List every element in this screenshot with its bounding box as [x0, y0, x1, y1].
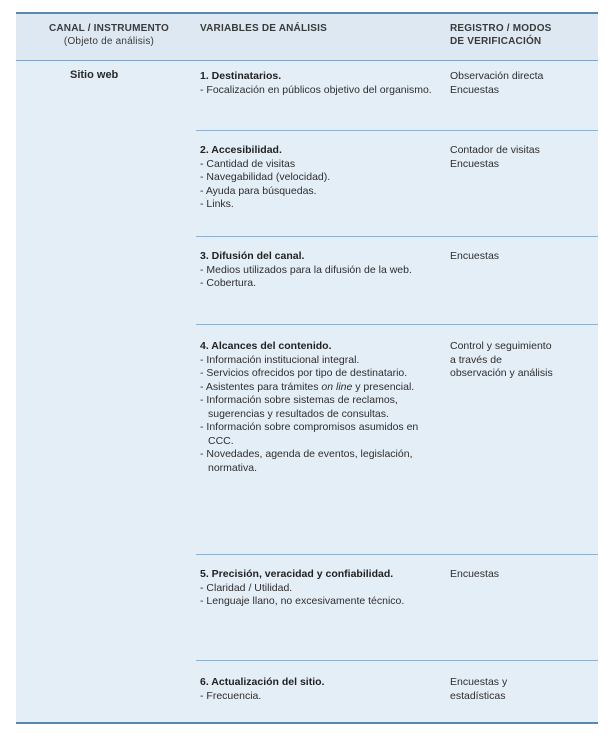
- canal-value: Sitio web: [70, 69, 119, 81]
- list-item: - Información institucional integral.: [200, 354, 436, 368]
- row-registro: [450, 70, 596, 97]
- row-divider: [196, 554, 598, 555]
- list-item: - Asistentes para trámites on line y presencial.: [200, 381, 436, 395]
- row-items: [200, 84, 436, 98]
- table-header: [16, 14, 598, 61]
- list-item: - Links.: [200, 198, 436, 212]
- row-items: [200, 264, 436, 291]
- registro-text: Control y seguimiento a través de observación y análisis: [450, 340, 553, 379]
- row-registro: [450, 144, 596, 171]
- header-variables: VARIABLES DE ANÁLISIS: [200, 23, 327, 34]
- header-registro-line2: DE VERIFICACIÓN: [450, 36, 542, 47]
- row-registro: [450, 250, 596, 264]
- row-title: 4. Alcances del contenido.: [200, 340, 332, 352]
- list-item: - Servicios ofrecidos por tipo de destinatario.: [200, 367, 436, 381]
- registro-text: Encuestas: [450, 250, 500, 262]
- row-title: 6. Actualización del sitio.: [200, 676, 325, 688]
- list-item: - Claridad / Utilidad.: [200, 582, 436, 596]
- header-canal: [24, 22, 194, 48]
- registro-text: Encuestas y estadísticas: [450, 676, 508, 702]
- table-row: [200, 70, 436, 97]
- table-row: [200, 144, 436, 212]
- row-items: [200, 690, 436, 704]
- registro-text: Contador de visitas Encuestas: [450, 144, 540, 170]
- row-title: 1. Destinatarios.: [200, 70, 282, 82]
- row-registro: [450, 340, 596, 381]
- analysis-table: [16, 12, 598, 724]
- list-item: - Frecuencia.: [200, 690, 436, 704]
- row-items: [200, 158, 436, 212]
- emphasis-text: on line: [321, 380, 353, 393]
- row-registro: [450, 676, 596, 703]
- row-registro: [450, 568, 596, 582]
- list-item: - Cobertura.: [200, 277, 436, 291]
- row-divider: [196, 660, 598, 661]
- list-item: - Cantidad de visitas: [200, 158, 436, 172]
- registro-text: Observación directa Encuestas: [450, 70, 544, 96]
- header-canal-subtitle: (Objeto de análisis): [63, 36, 155, 47]
- row-divider: [196, 130, 598, 131]
- table-row: [200, 340, 436, 475]
- list-item: - Focalización en públicos objetivo del organismo.: [200, 84, 436, 98]
- list-item: - Lenguaje llano, no excesivamente técnico.: [200, 595, 436, 609]
- row-divider: [196, 324, 598, 325]
- list-item: - Navegabilidad (velocidad).: [200, 171, 436, 185]
- header-canal-title: CANAL / INSTRUMENTO: [48, 23, 170, 34]
- row-title: 3. Difusión del canal.: [200, 250, 305, 262]
- row-items: [200, 582, 436, 609]
- header-registro-line1: REGISTRO / MODOS: [450, 23, 552, 34]
- list-item: - Ayuda para búsquedas.: [200, 185, 436, 199]
- row-divider: [196, 236, 598, 237]
- list-item: - Información sobre sistemas de reclamos, sugerencias y resultados de consultas.: [200, 394, 436, 421]
- table-row: [200, 568, 436, 609]
- list-item: - Medios utilizados para la difusión de la web.: [200, 264, 436, 278]
- header-registro: [450, 22, 592, 48]
- row-items: [200, 354, 436, 476]
- table-row: [200, 676, 436, 703]
- row-title: 5. Precisión, veracidad y confiabilidad.: [200, 568, 394, 580]
- registro-text: Encuestas: [450, 568, 500, 580]
- row-title: 2. Accesibilidad.: [200, 144, 282, 156]
- list-item: - Novedades, agenda de eventos, legislación, normativa.: [200, 448, 436, 475]
- list-item: - Información sobre compromisos asumidos en CCC.: [200, 421, 436, 448]
- table-row: [200, 250, 436, 291]
